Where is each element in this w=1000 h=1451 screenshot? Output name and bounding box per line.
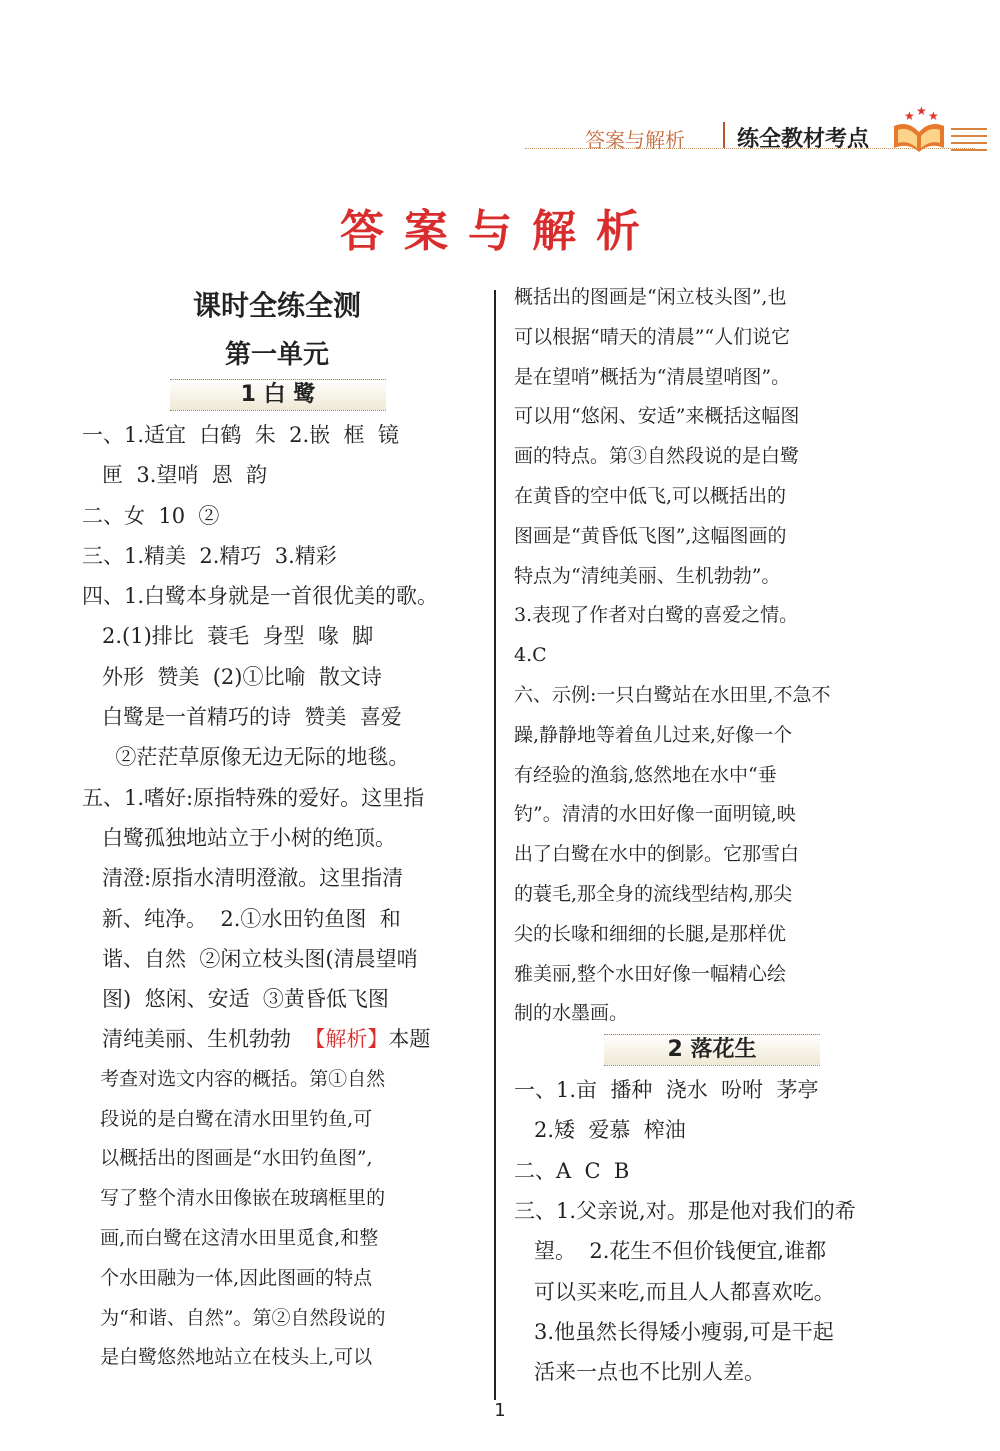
left-column [82, 278, 472, 1378]
answer-line: 考查对选文内容的概括。第①自然 [82, 1067, 386, 1090]
answer-line: 可以买来吃,而且人人都喜欢吃。 [514, 1279, 835, 1304]
answer-line: 谐、自然 ②闲立枝头图(清晨望哨 [82, 946, 418, 971]
analysis-tail: 本题 [388, 1027, 431, 1052]
answer-line: 匣 3.望哨 恩 韵 [82, 463, 268, 488]
answer-line: 以概括出的图画是“水田钓鱼图”, [82, 1147, 373, 1170]
answer-line: 制的水墨画。 [514, 1002, 629, 1025]
answer-line: 六、示例:一只白鹭站在水田里,不急不 [514, 683, 831, 706]
open-book-logo-icon [890, 106, 948, 156]
page-title: 答案与解析 [340, 206, 660, 257]
answer-line: 2.(1)排比 蓑毛 身型 喙 脚 [82, 624, 374, 649]
answer-line-text: 清纯美丽、生机勃勃 [82, 1027, 305, 1052]
answer-line: ②茫茫草原像无边无际的地毯。 [82, 745, 410, 770]
answer-line: 的蓑毛,那全身的流线型结构,那尖 [514, 882, 793, 905]
answer-line: 雅美丽,整个水田好像一幅精心绘 [514, 962, 787, 985]
answer-line: 段说的是白鹭在清水田里钓鱼,可 [82, 1107, 373, 1130]
answer-line: 二、女 10 ② [82, 503, 220, 528]
answer-line: 4.C [514, 644, 547, 667]
right-answer-lines [514, 278, 904, 1034]
answer-line: 尖的长喙和细细的长腿,是那样优 [514, 922, 787, 945]
answer-line: 一、1.亩 播种 浇水 吩咐 茅亭 [514, 1078, 819, 1103]
answer-line: 为“和谐、自然”。第②自然段说的 [82, 1306, 386, 1329]
analysis-label: 【解析】 [304, 1027, 389, 1052]
header-section: 答案与解析 [585, 128, 685, 152]
answer-line: 2.矮 爱慕 榨油 [514, 1118, 686, 1143]
left-analysis-lines [82, 1060, 472, 1378]
answer-line: 出了白鹭在水中的倒影。它那雪白 [514, 843, 800, 866]
answer-line: 有经验的渔翁,悠然地在水中“垂 [514, 763, 777, 786]
answer-line: 可以根据“晴天的清晨”“人们说它 [514, 325, 791, 348]
answer-line: 3.表现了作者对白鹭的喜爱之情。 [514, 604, 799, 627]
page-number: 1 [494, 1400, 506, 1421]
header-decor-lines [951, 128, 987, 156]
lesson-heading-2: 2 落花生 [604, 1034, 820, 1066]
answer-line: 钓”。清清的水田好像一面明镜,映 [514, 803, 796, 826]
answer-line: 个水田融为一体,因此图画的特点 [82, 1266, 373, 1289]
section-heading: 课时全练全测 [192, 289, 361, 322]
right-column [514, 278, 904, 1393]
answer-line: 外形 赞美 (2)①比喻 散文诗 [82, 664, 382, 689]
header-brand: 练全教材考点 [737, 127, 870, 152]
answer-line: 写了整个清水田像嵌在玻璃框里的 [82, 1187, 386, 1210]
unit-heading: 第一单元 [224, 340, 329, 370]
answer-line: 一、1.适宜 白鹤 朱 2.嵌 框 镜 [82, 423, 399, 447]
svg-text:★: ★ [928, 109, 939, 123]
answer-line: 概括出的图画是“闲立枝头图”,也 [514, 286, 787, 308]
answer-line: 二、A C B [514, 1158, 630, 1183]
answer-line: 在黄昏的空中低飞,可以概括出的 [514, 484, 787, 507]
answer-line: 五、1.嗜好:原指特殊的爱好。这里指 [82, 785, 425, 810]
answer-line-analysis [82, 1019, 472, 1059]
column-divider [494, 290, 496, 1400]
answer-line: 是在望哨”概括为“清晨望哨图”。 [514, 365, 791, 388]
answer-line: 特点为“清纯美丽、生机勃勃”。 [514, 564, 781, 587]
answer-line: 清澄:原指水清明澄澈。这里指清 [82, 866, 404, 891]
answer-line: 望。 2.花生不但价钱便宜,谁都 [514, 1239, 827, 1264]
left-answer-lines [82, 415, 472, 1019]
lesson-heading-1: 1 白 鹭 [170, 379, 386, 411]
answer-line: 白鹭是一首精巧的诗 赞美 喜爱 [82, 705, 402, 730]
answer-line: 活来一点也不比别人差。 [514, 1360, 766, 1385]
answer-line: 三、1.精美 2.精巧 3.精彩 [82, 543, 337, 568]
answer-line: 白鹭孤独地站立于小树的绝顶。 [82, 825, 397, 850]
answer-line: 新、纯净。 2.①水田钓鱼图 和 [82, 906, 401, 931]
answer-line: 可以用“悠闲、安适”来概括这幅图 [514, 405, 800, 428]
answer-line: 画的特点。第③自然段说的是白鹭 [514, 445, 800, 468]
right-answer-lines-2 [514, 1070, 904, 1392]
answer-line: 三、1.父亲说,对。那是他对我们的希 [514, 1199, 856, 1224]
answer-line: 躁,静静地等着鱼儿过来,好像一个 [514, 723, 793, 746]
running-header [525, 106, 995, 160]
answer-line: 是白鹭悠然地站立在枝头上,可以 [82, 1346, 373, 1369]
answer-line: 四、1.白鹭本身就是一首很优美的歌。 [82, 584, 439, 609]
svg-text:★: ★ [904, 109, 915, 123]
answer-line: 3.他虽然长得矮小瘦弱,可是干起 [514, 1319, 834, 1344]
header-separator [723, 122, 725, 148]
svg-text:★: ★ [916, 106, 927, 118]
answer-line: 图) 悠闲、安适 ③黄昏低飞图 [82, 987, 389, 1012]
answer-line: 画,而白鹭在这清水田里觅食,和整 [82, 1226, 379, 1249]
answer-line: 图画是“黄昏低飞图”,这幅图画的 [514, 524, 787, 547]
